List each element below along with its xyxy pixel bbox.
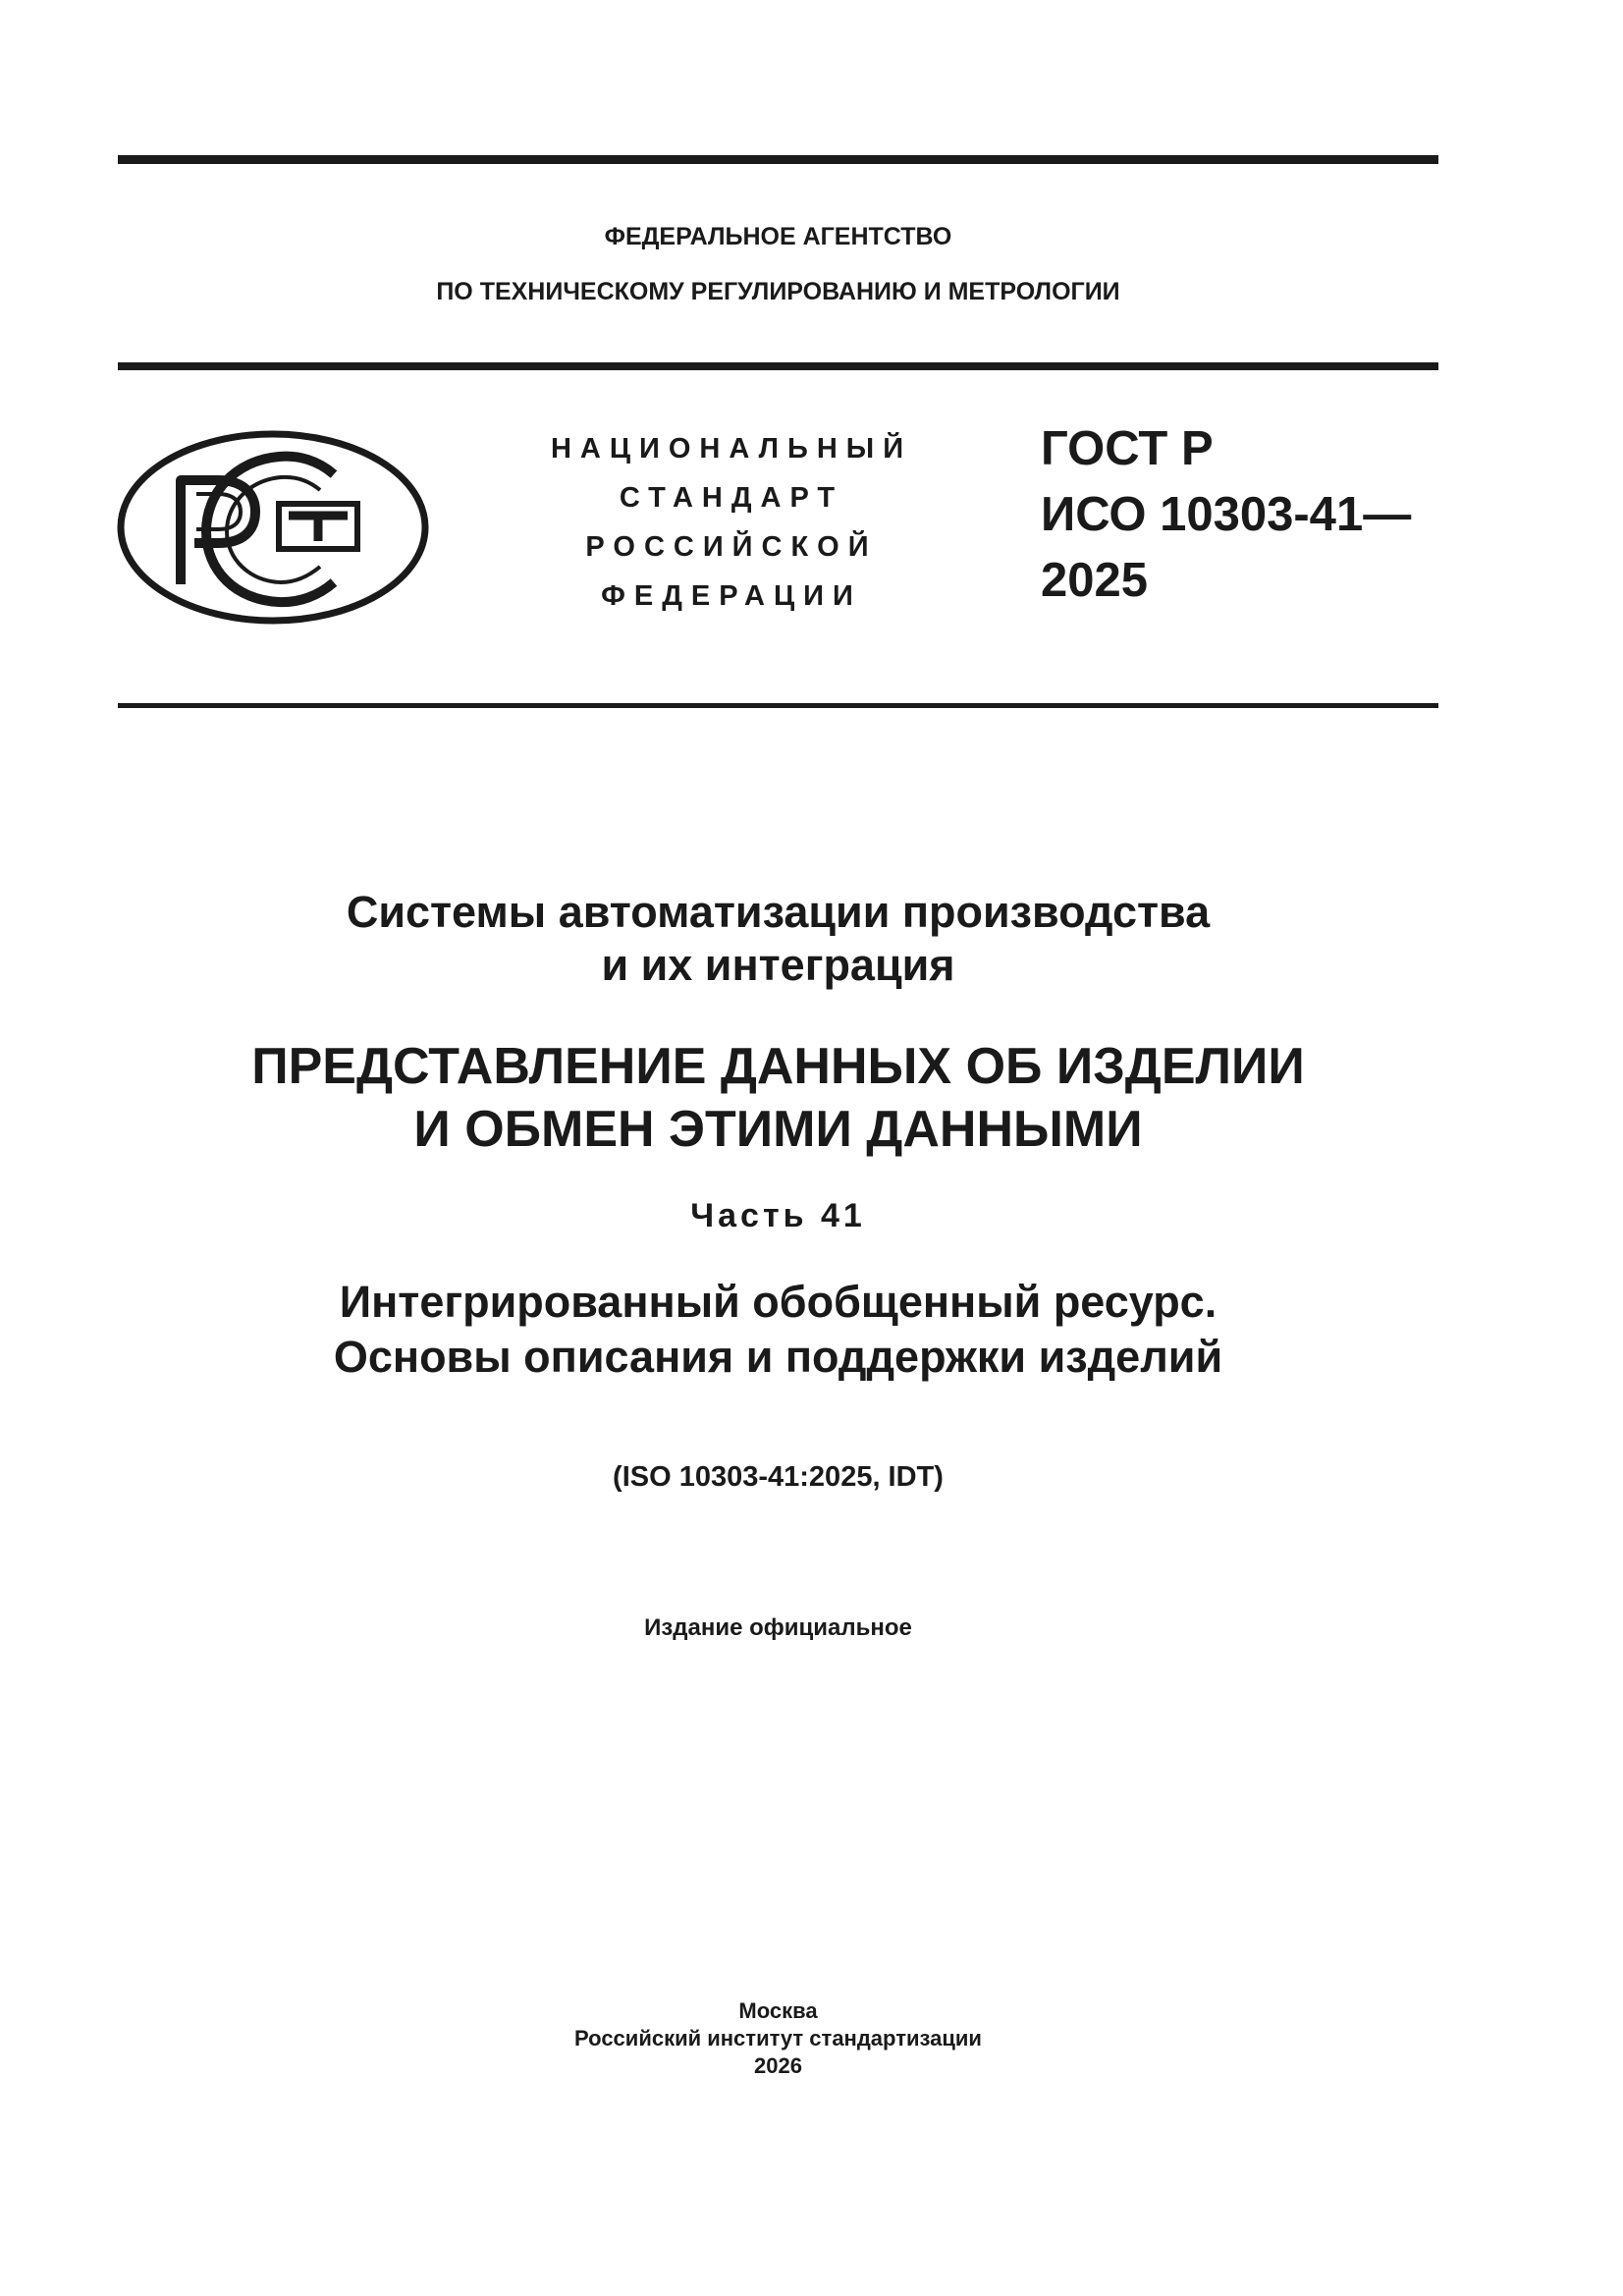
part-subtitle-line: Интегрированный обобщенный ресурс. [339, 1277, 1217, 1327]
subject-title-line: и их интеграция [601, 940, 955, 990]
main-title [118, 1035, 1438, 1161]
main-title-line: И ОБМЕН ЭТИМИ ДАННЫМИ [413, 1101, 1143, 1158]
agency-name-line-1: ФЕДЕРАЛЬНОЕ АГЕНТСТВО [604, 223, 952, 250]
imprint-year: 2026 [754, 2053, 802, 2078]
agency-name-line-2: ПО ТЕХНИЧЕСКОМУ РЕГУЛИРОВАНИЮ И МЕТРОЛОГИИ [436, 278, 1120, 305]
standard-code-line: 2025 [1041, 554, 1149, 607]
subject-title [118, 886, 1438, 992]
bottom-rule [118, 703, 1438, 708]
main-title-line: ПРЕДСТАВЛЕНИЕ ДАННЫХ ОБ ИЗДЕЛИИ [251, 1038, 1305, 1095]
rst-logo [116, 429, 430, 626]
national-standard-label [511, 424, 952, 621]
part-number: Часть 41 [690, 1197, 866, 1234]
imprint [118, 1997, 1438, 2080]
national-line: ФЕДЕРАЦИИ [601, 580, 862, 612]
imprint-publisher: Российский институт стандартизации [574, 2026, 982, 2050]
edition-note: Издание официальное [644, 1614, 912, 1641]
middle-rule [118, 362, 1438, 370]
standard-code-line: ИСО 10303-41— [1041, 488, 1412, 541]
imprint-city: Москва [738, 1998, 818, 2023]
part-subtitle-line: Основы описания и поддержки изделий [333, 1332, 1223, 1382]
national-line: НАЦИОНАЛЬНЫЙ [550, 433, 913, 465]
part-subtitle [118, 1275, 1438, 1385]
standard-code [1041, 416, 1434, 614]
standard-code-line: ГОСТ Р [1041, 422, 1214, 475]
national-line: РОССИЙСКОЙ [585, 531, 878, 563]
national-line: СТАНДАРТ [619, 482, 844, 514]
subject-title-line: Системы автоматизации производства [346, 887, 1211, 937]
top-rule [118, 155, 1438, 164]
iso-reference: (ISO 10303-41:2025, IDT) [613, 1461, 944, 1493]
